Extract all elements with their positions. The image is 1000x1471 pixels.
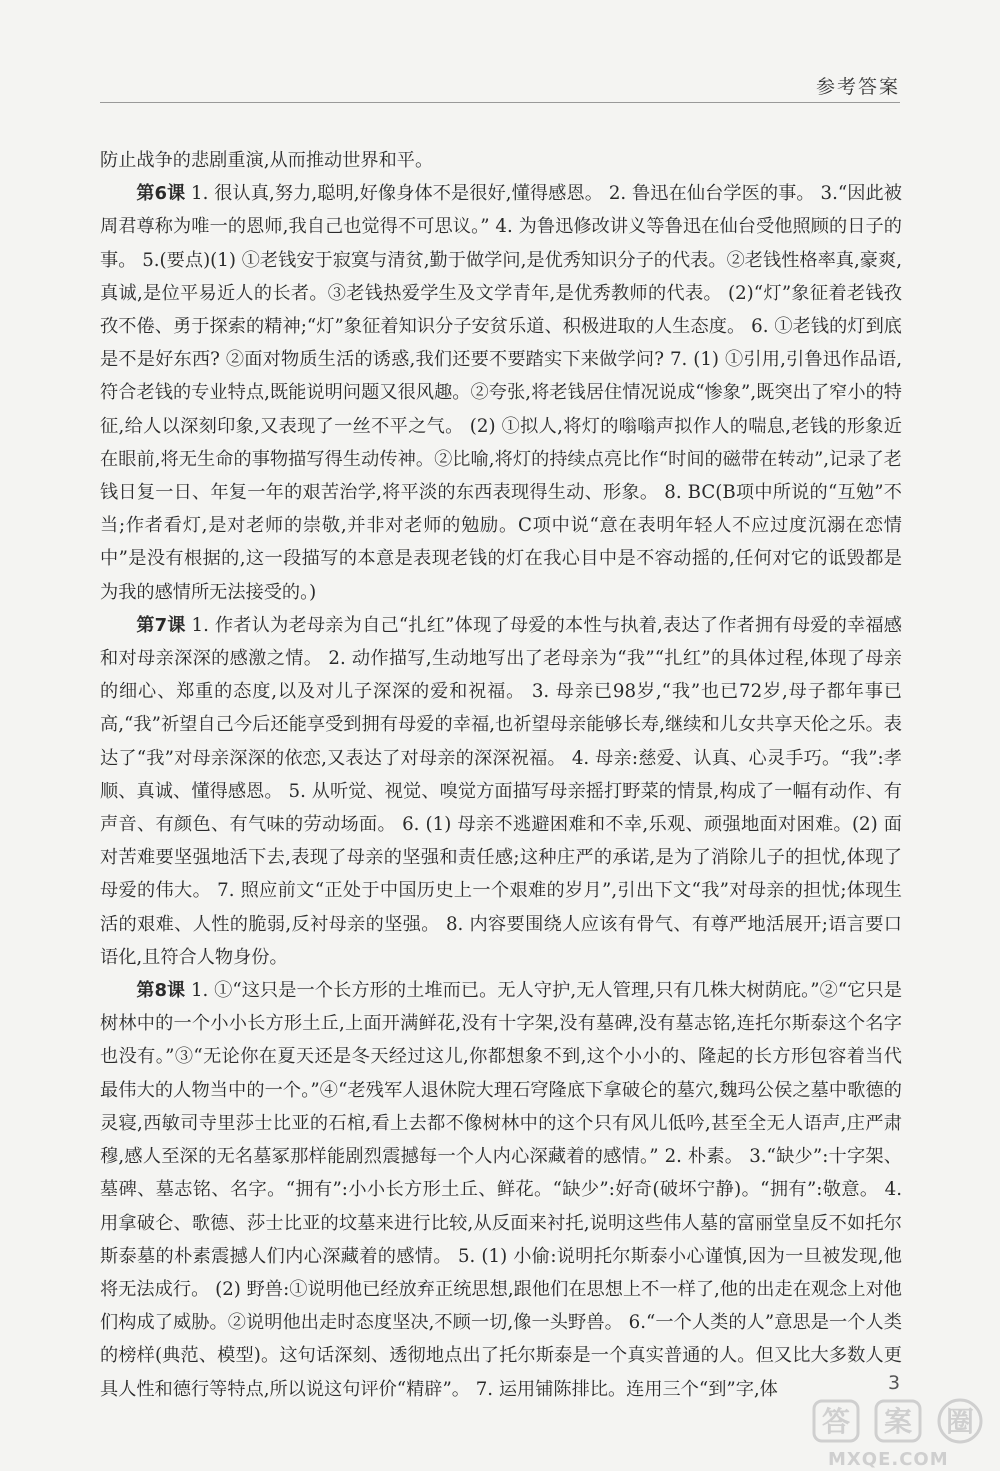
paragraph-text: 1. 很认真,努力,聪明,好像身体不是很好,懂得感恩。 2. 鲁迅在仙台学医的事。 3.“因此被周君尊称为唯一的恩师,我自己也觉得不可思议。” 4. 为鲁迅修改讲义等鲁迅在仙台受他照顾的日子的事。 5.(要点)(1) ①老钱安于寂寞与清贫,勤于做学问,是优秀知识分子的代表。②老钱性格率真,豪爽,真诚,是位平易近人的长者。③老钱热爱学生及文学青年,是优秀教师的代表。 (2)“灯”象征着老钱孜孜不倦、勇于探索的精神;“灯”象征着知识分子安贫乐道、积极进取的人生态度。 6. ①老钱的灯到底是不是好东西? ②面对物质生活的诱惑,我们还要不要踏实下来做学问? 7. (1) ①引用,引鲁迅作品语,符合老钱的专业特点,既能说明问题又很风趣。②夸张,将老钱居住情况说成“惨象”,既突出了窄小的特征,给人以深刻印象,又表现了一丝不平之气。 (2) ①拟人,将灯的嗡嗡声拟作人的喘息,老钱的形象近在眼前,将无生命的事物描写得生动传神。②比喻,将灯的持续点亮比作“时间的磁带在转动”,记录了老钱日复一日、年复一年的艰苦治学,将平淡的东西表现得生动、形象。 8. BC(B项中所说的“互勉”不当;作者看灯,是对老师的崇敬,并非对老师的勉励。C项中说“意在表明年轻人不应过度沉溺在恋情中”是没有根据的,这一段描写的本意是表现老钱的灯在我心目中是不容动摇的,任何对它的诋毁都是为我的感情所无法接受的。) (100, 183, 902, 603)
svg-text:答: 答 (821, 1405, 851, 1438)
paragraph-text: 1. ①“这只是一个长方形的土堆而已。无人守护,无人管理,只有几株大树荫庇。”②“它只是树林中的一个小小长方形土丘,上面开满鲜花,没有十字架,没有墓碑,没有墓志铭,连托尔斯泰这个名字也没有。”③“无论你在夏天还是冬天经过这儿,你都想象不到,这个小小的、隆起的长方形包容着当代最伟大的人物当中的一个。”④“老残军人退休院大理石穹隆底下拿破仑的墓穴,魏玛公侯之墓中歌德的灵寝,西敏司寺里莎士比亚的石棺,看上去都不像树林中的这个只有风儿低吟,甚至全无人语声,庄严肃穆,感人至深的无名墓冢那样能剧烈震撼每一个人内心深藏着的感情。” 2. 朴素。 3.“缺少”:十字架、墓碑、墓志铭、名字。“拥有”:小小长方形土丘、鲜花。“缺少”:好奇(破坏宁静)。“拥有”:敬意。 4. 用拿破仑、歌德、莎士比亚的坟墓来进行比较,从反面来衬托,说明这些伟人墓的富丽堂皇反不如托尔斯泰墓的朴素震撼人们内心深藏着的感情。 5. (1) 小偷:说明托尔斯泰小心谨慎,因为一旦被发现,他将无法成行。 (2) 野兽:①说明他已经放弃正统思想,跟他们在思想上不一样了,他的出走在观念上对他们构成了威胁。②说明他出走时态度坚决,不顾一切,像一头野兽。 6.“一个人类的人”意思是一个人类的榜样(典范、模型)。这句话深刻、透彻地点出了托尔斯泰是一个真实普通的人。但又比大多数人更具人性和德行等特点,所以说这句评价“精辟”。 7. 运用铺陈排比。连用三个“到”字,体 (100, 980, 902, 1400)
paragraph-text: 防止战争的悲剧重演,从而推动世界和平。 (100, 150, 434, 171)
paragraph-text: 1. 作者认为老母亲为自己“扎红”体现了母爱的本性与执着,表达了作者拥有母爱的幸福感和对母亲深深的感激之情。 2. 动作描写,生动地写出了老母亲为“我”“扎红”的具体过程,体现了母亲的细心、郑重的态度,以及对儿子深深的爱和祝福。 3. 母亲已98岁,“我”也已72岁,母子都年事已高,“我”祈望自己今后还能享受到拥有母爱的幸福,也祈望母亲能够长寿,继续和儿女共享天伦之乐。表达了“我”对母亲深深的依恋,又表达了对母亲的深深祝福。 4. 母亲:慈爱、认真、心灵手巧。“我”:孝顺、真诚、懂得感恩。 5. 从听觉、视觉、嗅觉方面描写母亲摇打野菜的情景,构成了一幅有动作、有声音、有颜色、有气味的劳动场面。 6. (1) 母亲不逃避困难和不幸,乐观、顽强地面对困难。(2) 面对苦难要坚强地活下去,表现了母亲的坚强和责任感;这种庄严的承诺,是为了消除儿子的担忧,体现了母爱的伟大。 7. 照应前文“正处于中国历史上一个艰难的岁月”,引出下文“我”对母亲的担忧;体现生活的艰难、人性的脆弱,反衬母亲的坚强。 8. 内容要围绕人应该有骨气、有尊严地活展开;语言要口语化,且符合人物身份。 (100, 614, 902, 968)
header-rule (100, 102, 900, 103)
watermark-logo (812, 1395, 990, 1447)
lesson-6-paragraph (100, 177, 902, 609)
svg-text:案: 案 (883, 1405, 913, 1438)
svg-text:圈: 圈 (945, 1405, 975, 1438)
lesson-8-paragraph (100, 974, 902, 1406)
lesson-7-paragraph (100, 609, 902, 974)
lesson-label: 第6课 (136, 183, 186, 205)
paragraph-continuation (100, 144, 902, 177)
answer-content (100, 144, 902, 1406)
header-title: 参考答案 (815, 76, 900, 98)
lesson-label: 第7课 (136, 614, 186, 636)
page-number: 3 (888, 1372, 901, 1394)
watermark-url: MXQE.COM (828, 1449, 949, 1470)
lesson-label: 第8课 (136, 980, 186, 1002)
